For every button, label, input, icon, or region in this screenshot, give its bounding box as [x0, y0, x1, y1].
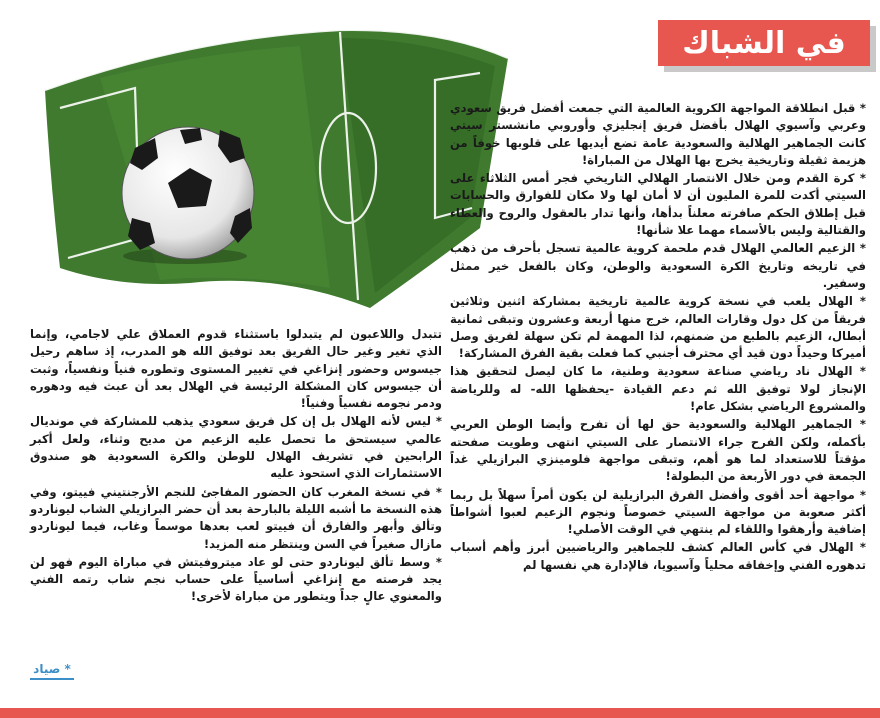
article-left-column [30, 326, 442, 607]
paragraph: * الهلال ناد رياضي صناعة سعودية وطنية، ما كان ليصل لتحقيق هذا الإنجاز لولا توفيق الله ثم دعم القيادة -يحفظها الله- له وللرياضة والمشروع الرياضي بشكل عام! [450, 364, 866, 414]
section-title-tab [658, 20, 870, 66]
paragraph: تتبدل واللاعبون لم يتبدلوا باستثناء قدوم العملاق علي لاجامي، وإنما الذي تغير وغير حال الفريق بعد توفيق الله هو المدرب، إذ ساهم رحيل جيسوس وحضور إنزاغي في تغيير المستوى وتطوره فنياً ونفسياً، وثبت أن جيسوس كان المشكلة الرئيسة في الهلال بعد أن عبث فيه ودهوره ودمر نجومه نفسياً وفنياً! [30, 327, 442, 411]
signature-star: * [64, 662, 71, 676]
paragraph: * مواجهة أحد أقوى وأفضل الفرق البرازيلية لن يكون أمراً سهلاً بل ربما أكثر صعوبة من مواجهة السيتي خصوصاً ونجوم الزعيم لعبوا أشواطاً إضافية وأرهقوا واللقاء لم ينتهي في الوقت الأصلي! [450, 487, 866, 537]
paragraph: * وسط تألق ليوناردو حتى لو عاد ميتروفيتش في مباراة اليوم فهو لن يجد فرصته مع إنزاغي أساسياً على حساب نجم شاب رتمه الفني والمعنوي عالٍ جداً ويتطور من مباراة لأخرى! [30, 554, 442, 604]
signature-name: صياد [33, 662, 61, 676]
article-right-column [450, 100, 866, 575]
paragraph: * كرة القدم ومن خلال الانتصار الهلالي التاريخي فجر أمس الثلاثاء على السيتي أكدت للمرة المليون أن لا أمان لها ولا مكان للفوارق والحسابات قبل إطلاق الحكم صافرته معلناً بدأها، وأنها تدار بالعقول والروح والعطاء والقتالية وليس بالأسماء مهما علا شأنها! [450, 171, 866, 238]
paragraph: * ليس لأنه الهلال بل إن كل فريق سعودي يذهب للمشاركة في مونديال عالمي سيستحق ما تحصل عليه الزعيم من مديح وثناء، ولعل أكبر الرابحين في تشريف الهلال للوطن والكرة السعودية هو صندوق الاستثمارات الذي استحوذ عليه [30, 414, 442, 481]
paragraph: * الزعيم العالمي الهلال قدم ملحمة كروية عالمية تسجل بأحرف من ذهب في تاريخه وتاريخ الكرة السعودية والوطن، وكان بالفعل خير ممثل وسفير. [450, 241, 866, 290]
paragraph: * الهلال يلعب في نسخة كروية عالمية تاريخية بمشاركة اثنين وثلاثين فريقاً من كل دول وقارات العالم، خرج منها أربعة وعشرون وتبقى ثمانية أبطال، الزعيم بالطبع من ضمنهم، لذا المهمة لم تكن سهلة لفريق وصل أميركا وحيداً دون قيد أي محترف أجنبي كما فعلت بقية الفرق المشاركة! [450, 294, 866, 361]
paragraph: * في نسخة المغرب كان الحضور المفاجئ للنجم الأرجنتيني فييتو، وفي هذه النسخة ما أشبه الليلة بالبارحة بعد أن حضر البرازيلي الشاب ليوناردو وتألق وأبهر والفارق أن فييتو لعب بعدها موسماً وغاب، فيما ليوناردو مازال صغيراً في السن وينتظر منه المزيد! [30, 484, 442, 551]
paragraph: * الجماهير الهلالية والسعودية حق لها أن تفرح وأيضا الوطن العربي بأكمله، ولكن الفرح جراء الانتصار على السيتي انتهى وطويت صفحته مؤقتاً للاستعداد لما هو أهم، وتبقى مواجهة فلومينزي البرازيلي غداً الجمعة في دور الأربعة من البطولة! [450, 417, 866, 484]
section-title: في الشباك [682, 25, 846, 61]
paragraph: * قبل انطلاقة المواجهة الكروية العالمية التي جمعت أفضل فريق سعودي وعربي وآسيوي الهلال بأفضل فريق إنجليزي وأوروبي مانشستر سيتي كانت الجماهير الهلالية والسعودية عامة تضع أيديها على قلوبها خوفاً من هزيمة ثقيلة وتاريخية يخرج بها الهلال من المباراة! [450, 101, 866, 167]
author-signature [30, 662, 74, 680]
bottom-accent-bar [0, 708, 880, 718]
football-ball-on-pitch-icon [40, 18, 510, 318]
paragraph: * الهلال في كأس العالم كشف للجماهير والرياضيين أبرز وأهم أسباب تدهوره الفني وإخفاقه محلياً وآسيويا، فالإدارة هي نفسها لم [450, 540, 866, 572]
